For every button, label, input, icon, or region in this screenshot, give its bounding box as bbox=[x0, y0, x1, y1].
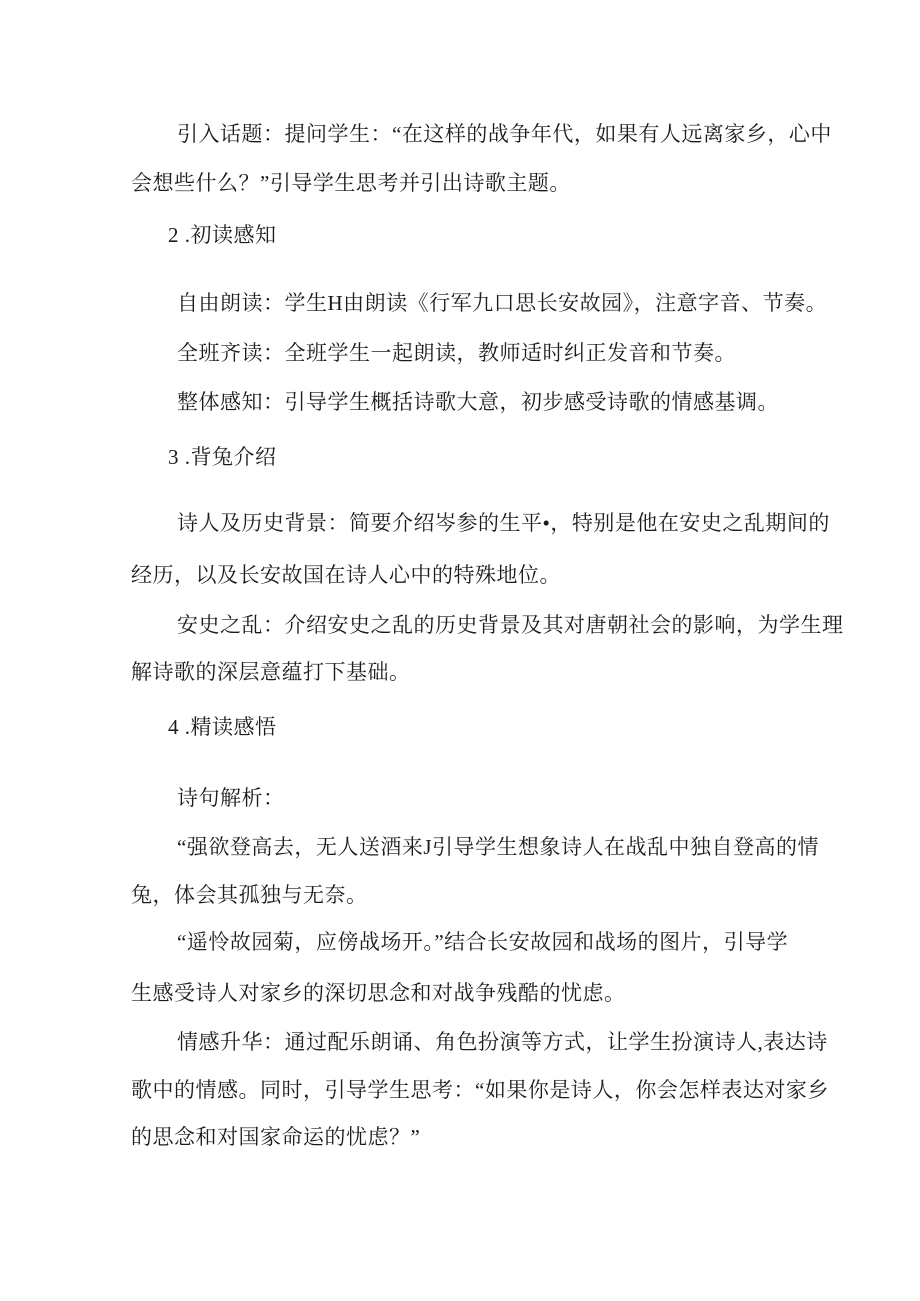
section-heading-2: 2 .初读感知 bbox=[168, 223, 277, 247]
doc-line: “强欲登高去，无人送酒来J引导学生想象诗人在战乱中独自登高的情 bbox=[177, 835, 819, 859]
doc-line: 诗人及历史背景：简要介绍岑参的生平•，特别是他在安史之乱期间的 bbox=[177, 511, 830, 535]
doc-line: 的思念和对国家命运的忧虑？” bbox=[131, 1125, 421, 1149]
doc-line: 歌中的情感。同时，引导学生思考：“如果你是诗人，你会怎样表达对家乡 bbox=[131, 1078, 829, 1102]
doc-line: 生感受诗人对家乡的深切思念和对战争残酷的忧虑。 bbox=[131, 981, 626, 1005]
doc-line: 诗句解析： bbox=[177, 786, 285, 810]
doc-line: “遥怜故园菊，应傍战场开。”结合长安故园和战场的图片，引导学 bbox=[177, 930, 789, 954]
doc-line: 全班齐读：全班学生一起朗读，教师适时纠正发音和节奏。 bbox=[177, 341, 736, 365]
doc-line: 安史之乱：介绍安史之乱的历史背景及其对唐朝社会的影响，为学生理 bbox=[177, 613, 844, 637]
section-heading-4: 4 .精读感悟 bbox=[168, 715, 277, 739]
doc-line: 会想些什么？”引导学生思考并引出诗歌主题。 bbox=[131, 171, 571, 195]
section-heading-3: 3 .背兔介绍 bbox=[168, 445, 277, 469]
doc-line: 整体感知：引导学生概括诗歌大意，初步感受诗歌的情感基调。 bbox=[177, 390, 779, 414]
doc-line: 自由朗读：学生H由朗读《行军九口思长安故园》，注意字音、节奏。 bbox=[177, 291, 828, 315]
doc-line: 经历，以及长安故国在诗人心中的特殊地位。 bbox=[131, 563, 561, 587]
doc-line: 引入话题：提问学生：“在这样的战争年代，如果有人远离家乡，心中 bbox=[177, 122, 832, 146]
doc-line: 情感升华：通过配乐朗诵、角色扮演等方式，让学生扮演诗人,表达诗 bbox=[177, 1030, 828, 1054]
doc-line: 解诗歌的深层意蕴打下基础。 bbox=[131, 660, 411, 684]
doc-line: 兔，体会其孤独与无奈。 bbox=[131, 883, 368, 907]
